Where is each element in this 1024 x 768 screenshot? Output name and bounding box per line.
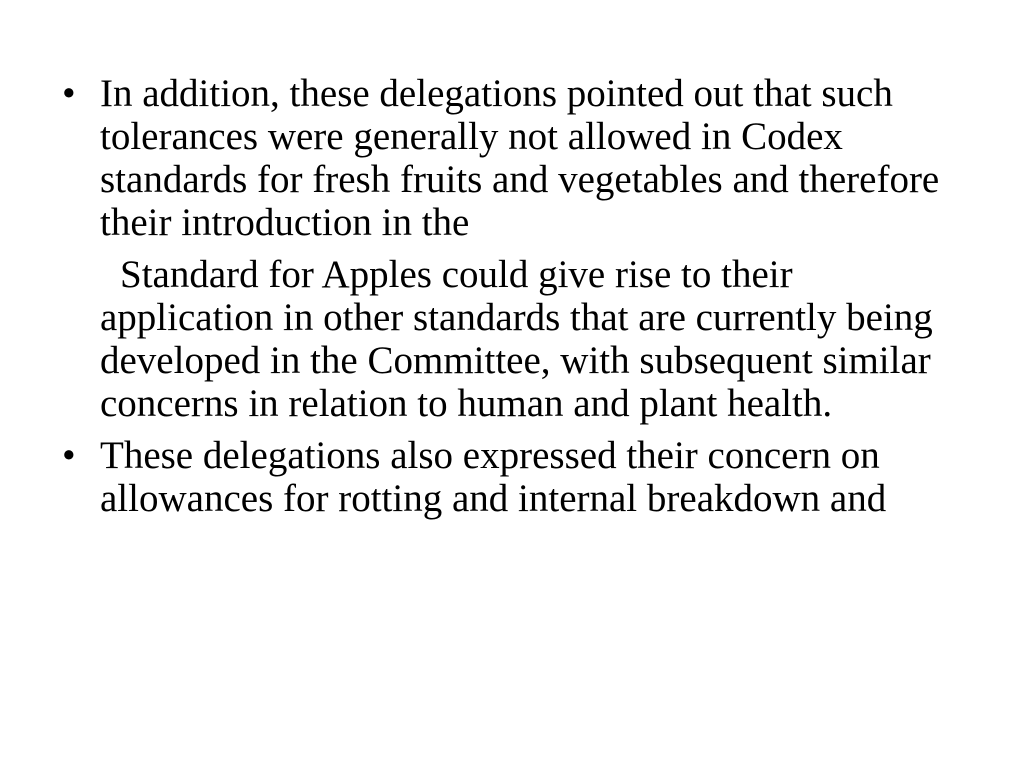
bullet-text: These delegations also expressed their concern on allowances for rotting and internal breakdown and: [100, 434, 887, 520]
bullet-item: [62, 434, 972, 520]
bullet-item: [62, 72, 972, 244]
bullet-marker: •: [62, 72, 76, 115]
bullet-marker: •: [62, 434, 76, 477]
slide-body: [62, 72, 972, 529]
continuation-paragraph: [62, 253, 972, 425]
continuation-text: Standard for Apples could give rise to their application in other standards that are currently being developed in the Committee, with subsequent similar concerns in relation to human and plant health.: [100, 253, 933, 425]
bullet-text: In addition, these delegations pointed out that such tolerances were generally not allowed in Codex standards for fresh fruits and vegetables and therefore their introduction in the: [100, 72, 940, 244]
